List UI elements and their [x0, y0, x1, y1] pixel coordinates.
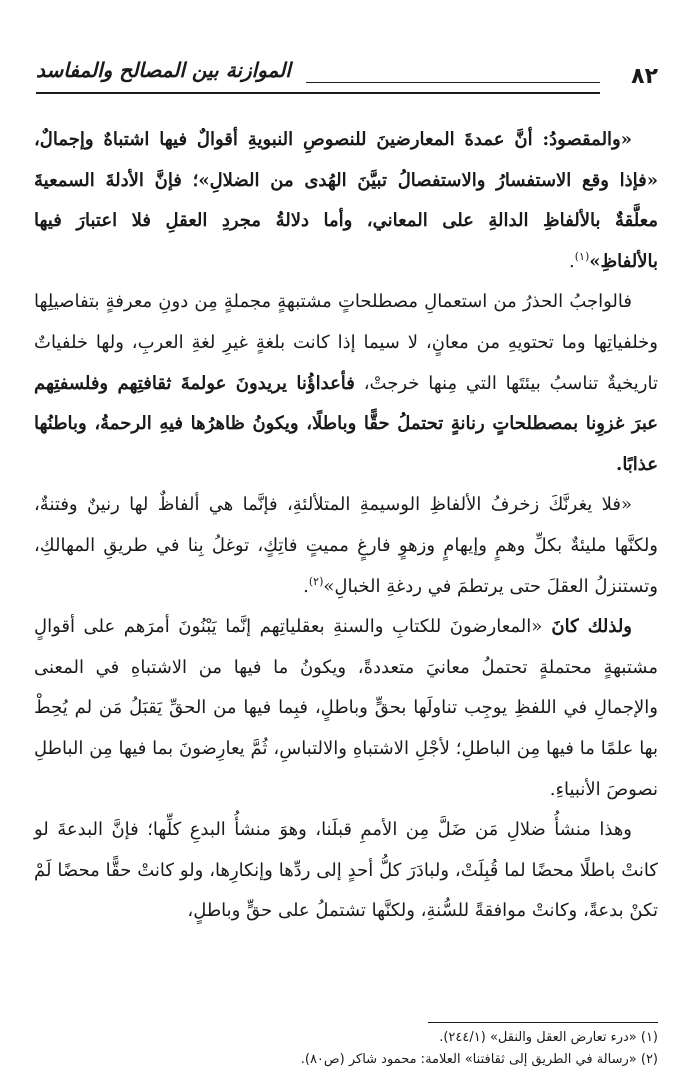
running-header — [36, 58, 658, 98]
header-rule-thin — [306, 82, 600, 83]
paragraph — [34, 810, 658, 932]
paragraph — [34, 607, 658, 810]
emphasis-segment: فأعداؤُنا يريدونَ عولمةَ ثقافتِهم وفلسفتِهم عبرَ غزوِنا بمصطلحاتٍ رنانةٍ تحتملُ حقًّا وباطلًا، ويكونُ ظاهرُها فيهِ الرحمةُ، وباطنُها عذابًا. — [34, 372, 658, 475]
header-rule — [36, 92, 600, 94]
footnotes — [40, 1027, 658, 1071]
quote-segment: «فلا يغرنَّكَ زخرفُ الألفاظِ الوسيمةِ المتلألئةِ، فإنَّما هي ألفاظٌ لها رنينٌ وفتنةٌ، ولكنَّها مليئةٌ بكلِّ وهمٍ وإيهامٍ وزهوٍ فارغٍ مميتٍ فاتِكٍ، توغلُ بِنا في طريقِ المهالكِ، وتستنزلُ العقلَ حتى يرتطمَ في ردغةِ الخبالِ» — [34, 494, 658, 597]
footnote-separator — [428, 1022, 658, 1023]
footnote-1: (١) «درء تعارض العقل والنقل» (٢٤٤/١). — [439, 1030, 658, 1045]
footnote-2: (٢) «رسالة في الطريق إلى ثقافتنا» العلامة: محمود شاكر (ص٨٠). — [300, 1052, 658, 1067]
quote-segment: «المعارضونَ للكتابِ والسنةِ بعقلياتِهم إنَّما يَبْنُونَ أمرَهم على أقوالٍ مشتبهةٍ محتملةٍ تحتملُ معانيَ متعددةً، ويكونُ ما فيها من الاشتباهِ في المعنى والإجمالِ في اللفظِ يوجِب تناولَها بحقٍّ وباطلٍ، فبِما فيها من الحقِّ يَقبَلُ مَن لم يُحِطْ بها علمًا ما فيها مِن الباطلِ؛ لأجْلِ الاشتباهِ والالتباسِ، ثُمَّ يعارِضونَ بما فيها مِن الباطلِ نصوصَ الأنبياءِ. — [34, 616, 658, 800]
text-segment: وهذا منشأُ ضلالِ مَن ضَلَّ مِن الأممِ قبلَنا، وهوَ منشأُ البدعِ كلِّها؛ فإنَّ البدعةَ لو كانتْ باطلًا محضًا لما قُبِلَتْ، ولبادَرَ كلُّ أحدٍ إلى ردِّها وإنكارِها، ولو كانتْ حقًّا محضًا لَمْ تكنْ بدعةً، وكانتْ موافقةً للسُّنةِ، ولكنَّها تشتملُ على حقٍّ وباطلٍ، — [34, 819, 658, 922]
running-title: الموازنة بين المصالح والمفاسد — [36, 58, 291, 82]
text-segment: . — [569, 250, 575, 272]
emphasis-segment: ولذلك كانَ — [542, 616, 633, 638]
paragraph — [34, 120, 658, 282]
main-text — [34, 120, 658, 932]
page-number: ٨٢ — [631, 64, 658, 89]
paragraph — [34, 282, 658, 485]
footnote-ref-1[interactable]: (١) — [574, 249, 590, 263]
quote-segment: «والمقصودُ: أنَّ عمدةَ المعارضينَ للنصوصِ النبويةِ أقوالٌ فيها اشتباهٌ وإجمالٌ، «فإذا وقع الاستفسارُ والاستفصالُ تبيَّنَ الهُدى من الضلالِ»؛ فإنَّ الأدلةَ السمعيةَ معلَّقةٌ بالألفاظِ الدالةِ على المعاني، وأما دلالةُ مجردِ العقلِ فلا اعتبارَ فيها بالألفاظِ» — [34, 129, 658, 272]
text-segment: فالواجبُ الحذرُ من استعمالِ مصطلحاتٍ مشتبهةٍ مجملةٍ مِن دونِ معرفةٍ بتفاصيلِها وخلفياتِها وما تحتويهِ من معانٍ، لا سيما إذا كانت بلغةٍ غيرِ لغةِ العربِ، ولها خلفياتٌ تاريخيةٌ تناسبُ بيئتَها التي مِنها خرجتْ، — [34, 291, 658, 394]
footnote-ref-2[interactable]: (٢) — [308, 574, 324, 588]
paragraph — [34, 485, 658, 607]
text-segment: . — [303, 575, 309, 597]
